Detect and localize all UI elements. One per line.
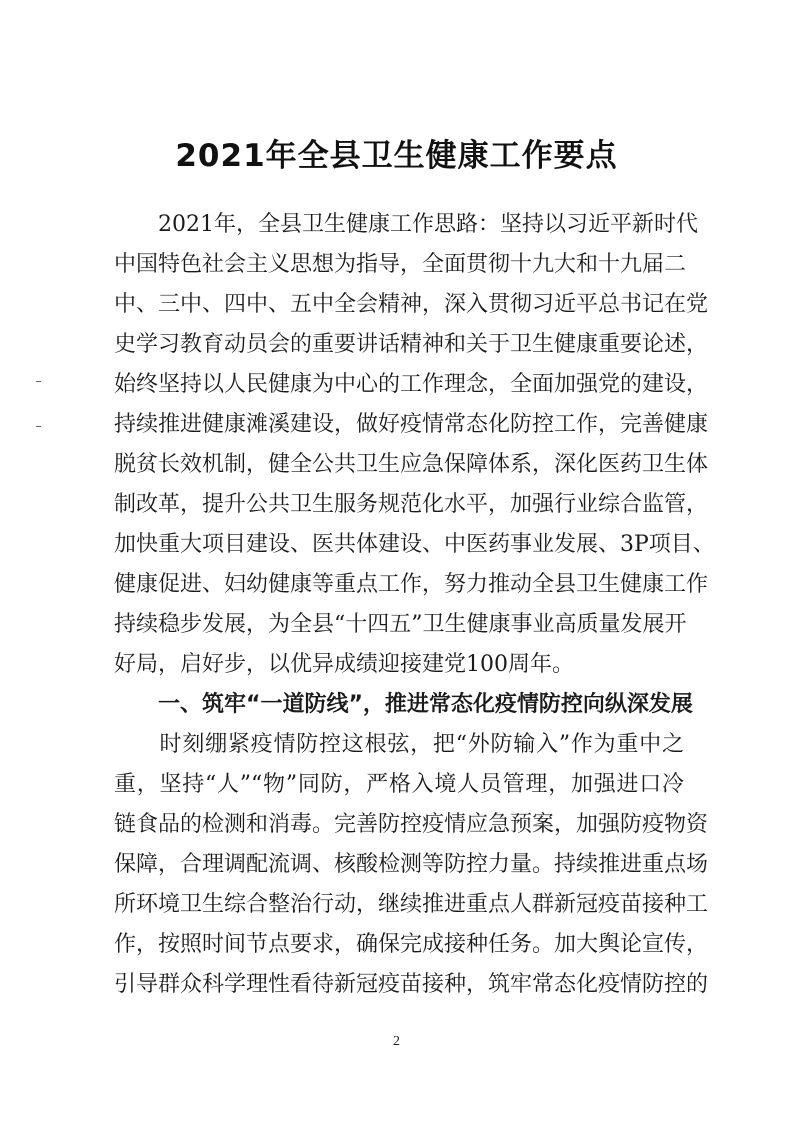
section-heading: 一、筑牢“一道防线”，推进常态化疫情防控向纵深发展 [114, 692, 693, 717]
body-line: 保障，合理调配流调、核酸检测等防控力量。持续推进重点场 [114, 852, 709, 877]
body-line: 好局，启好步，以优异成绩迎接建党100周年。 [114, 652, 574, 677]
body-line: 2021年，全县卫生健康工作思路：坚持以习近平新时代 [114, 212, 698, 237]
body-line: 所环境卫生综合整治行动，继续推进重点人群新冠疫苗接种工 [114, 892, 709, 917]
body-line: 中、三中、四中、五中全会精神，深入贯彻习近平总书记在党 [114, 292, 709, 317]
body-line: 中国特色社会主义思想为指导，全面贯彻十九大和十九届二 [114, 252, 687, 277]
body-line: 链食品的检测和消毒。完善防控疫情应急预案，加强防疫物资 [114, 812, 709, 837]
body-line: 引导群众科学理性看待新冠疫苗接种，筑牢常态化疫情防控的 [114, 972, 709, 997]
page-title: 2021年全县卫生健康工作要点 [175, 138, 618, 174]
body-line: 持续推进健康滩溪建设，做好疫情常态化防控工作，完善健康 [114, 412, 709, 437]
body-line: 作，按照时间节点要求，确保完成接种任务。加大舆论宣传， [114, 932, 709, 957]
margin-mark [36, 426, 41, 427]
body-line: 重，坚持“人”“物”同防，严格入境人员管理，加强进口冷 [114, 772, 684, 797]
body-line: 脱贫长效机制，健全公共卫生应急保障体系，深化医药卫生体 [114, 452, 709, 477]
body-line: 制改革，提升公共卫生服务规范化水平，加强行业综合监管， [114, 492, 709, 517]
body-line: 健康促进、妇幼健康等重点工作，努力推动全县卫生健康工作 [114, 572, 709, 597]
margin-mark [36, 381, 41, 382]
body-line: 史学习教育动员会的重要讲话精神和关于卫生健康重要论述， [114, 332, 709, 357]
body-line: 始终坚持以人民健康为中心的工作理念，全面加强党的建设， [114, 372, 709, 397]
body-line: 时刻绷紧疫情防控这根弦，把“外防输入”作为重中之 [114, 732, 684, 757]
page-number: 2 [393, 1034, 400, 1049]
body-line: 持续稳步发展，为全县“十四五”卫生健康事业高质量发展开 [114, 612, 687, 637]
body-line: 加快重大项目建设、医共体建设、中医药事业发展、3P项目、 [114, 532, 715, 557]
